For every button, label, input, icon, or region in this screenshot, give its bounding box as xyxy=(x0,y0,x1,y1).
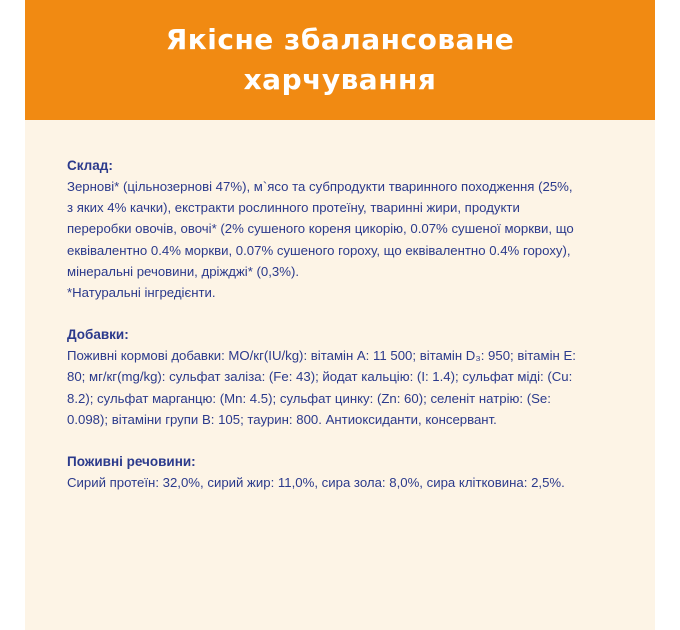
additives-heading: Добавки: xyxy=(67,327,129,343)
banner-title xyxy=(166,20,515,100)
composition-text: Зернові* (цільнозернові 47%), м`ясо та субпродукти тваринного походження (25%, з яких 4% качки), екстракти рослинного протеїну, тваринні жири, продукти переробки овочів, овочі* (2% сушеного кореня цикорію, 0.07% сушеної моркви, що еквівалентно 0.4% моркви, 0.07% сушеного гороху, що еквівалентно 0.4% гороху), мінеральні речовини, дріжджі* (0,3%). xyxy=(67,179,574,279)
title-banner xyxy=(25,0,655,120)
nutrients-section xyxy=(67,451,577,493)
additives-text: Поживні кормові добавки: МО/кг(IU/kg): вітамін А: 11 500; вітамін D₃: 950; вітамін Е: 80; мг/кг(mg/kg): сульфат заліза: (Fe: 43); йодат кальцію: (I: 1.4); сульфат міді: (Cu: 8.2); сульфат марганцю: (Mn: 4.5); сульфат цинку: (Zn: 60); селеніт натрію: (Se: 0.098); вітаміни групи В: 105; таурин: 800. Антиоксиданти, консервант. xyxy=(67,348,576,427)
nutrients-text: Сирий протеїн: 32,0%, сирий жир: 11,0%, сира зола: 8,0%, сира клітковина: 2,5%. xyxy=(67,475,565,491)
additives-section xyxy=(67,324,577,430)
banner-title-line1: Якісне збалансоване xyxy=(165,23,515,56)
banner-title-line2: харчування xyxy=(243,63,437,96)
content xyxy=(67,155,577,514)
composition-section xyxy=(67,155,577,303)
composition-note: *Натуральні інгредієнти. xyxy=(67,285,216,301)
nutrients-heading: Поживні речовини: xyxy=(67,454,196,470)
composition-heading: Склад: xyxy=(67,158,113,173)
